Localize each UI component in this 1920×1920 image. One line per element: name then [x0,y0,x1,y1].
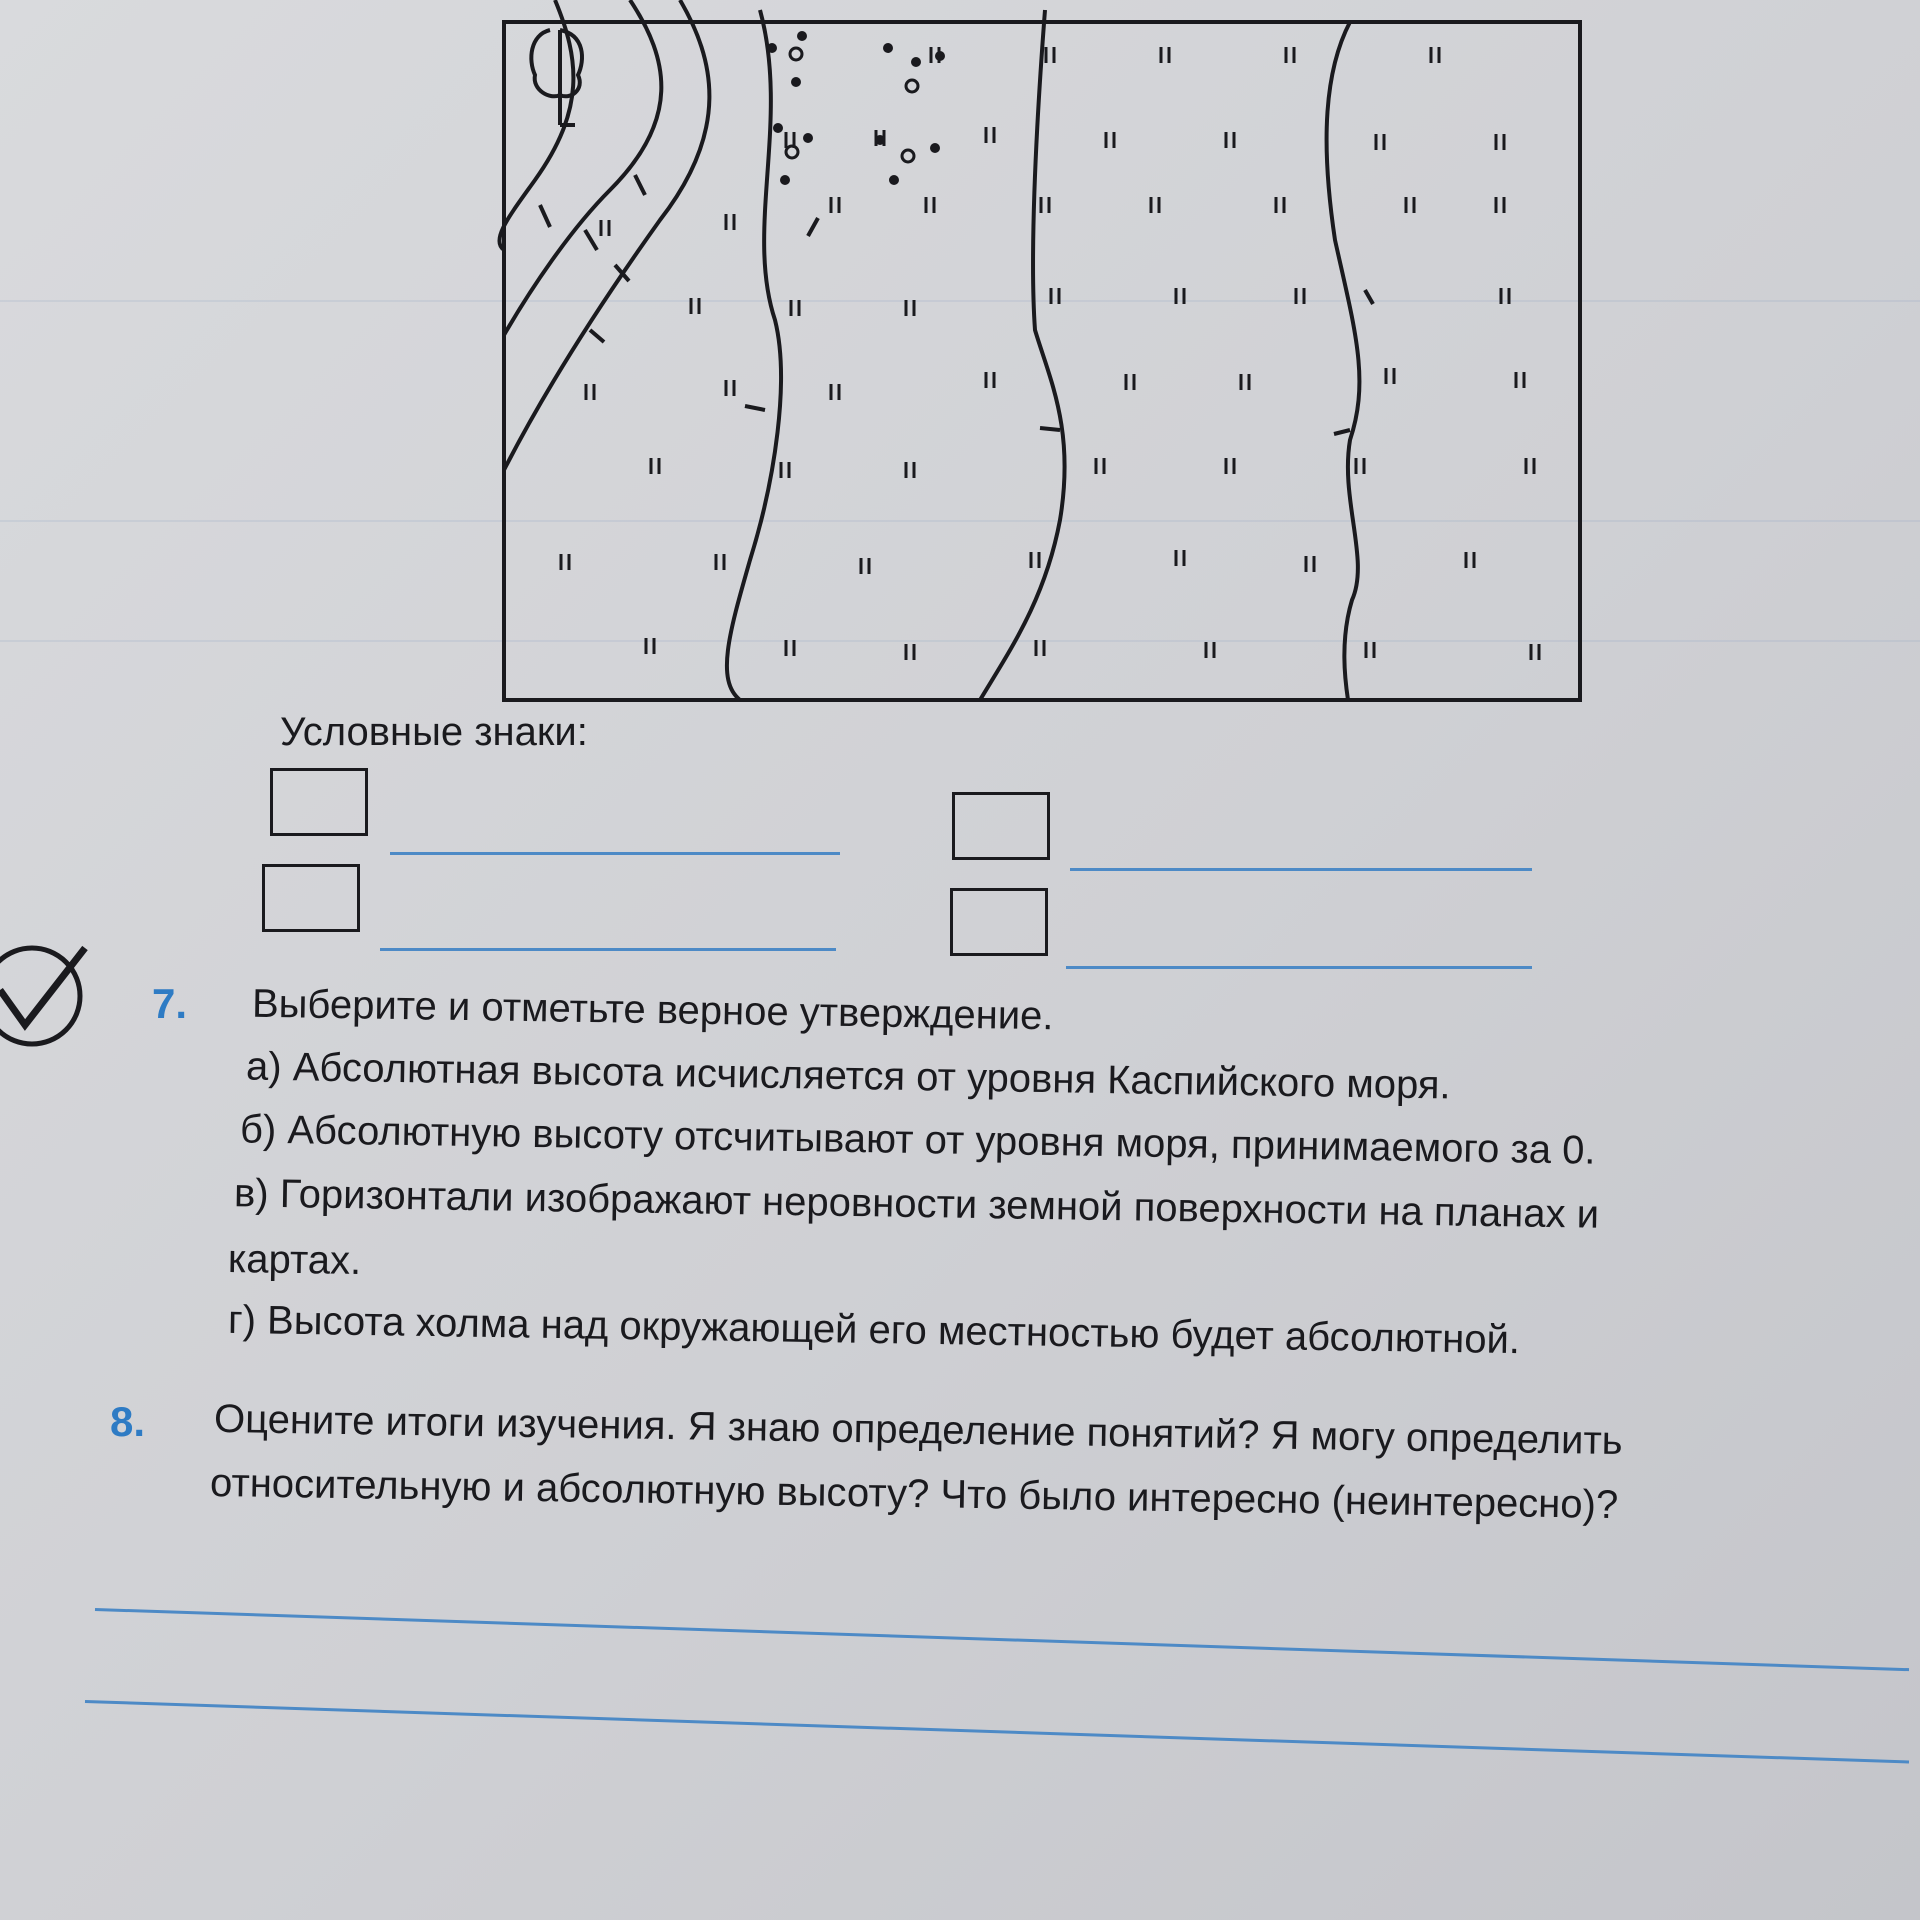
option-text: Абсолютную высоту отсчитывают от уровня моря, принимаемого за 0. [287,1108,1596,1173]
terrain-plan [490,0,1600,710]
legend-box-4[interactable] [950,888,1048,956]
legend-answer-line-4[interactable] [1066,966,1532,969]
option-text: Абсолютная высота исчисляется от уровня Каспийского моря. [292,1045,1451,1108]
meadow-symbols [561,47,1539,660]
task7-option-c-continued: картах. [227,1236,362,1284]
option-letter: а) [245,1044,282,1090]
checkmark-icon [0,930,100,1050]
option-letter: б) [239,1107,277,1152]
option-text: Горизонтали изображают неровности земной поверхности на планах и [279,1171,1600,1237]
legend-box-2[interactable] [952,792,1050,860]
option-letter: в) [233,1171,270,1216]
legend-box-1[interactable] [270,768,368,836]
legend-title: Условные знаки: [280,710,588,754]
answer-line-2[interactable] [85,1700,1909,1764]
option-text: Высота холма над окружающей его местностью будет абсолютной. [266,1298,1521,1363]
task7-option-d[interactable] [227,1297,1521,1363]
orchard-circles [786,48,918,162]
task7-number: 7. [152,980,188,1027]
legend-box-3[interactable] [262,864,360,932]
orchard-symbols [767,31,945,185]
task7-option-a[interactable] [245,1044,1451,1108]
legend-answer-line-1[interactable] [390,852,840,855]
option-letter: г) [227,1297,257,1343]
task7-option-b[interactable] [239,1107,1596,1173]
answer-line-1[interactable] [95,1608,1909,1671]
task7-option-c[interactable] [233,1171,1600,1237]
boundary-line-1 [727,10,781,700]
task8-line-1: Оцените итоги изучения. Я знаю определение понятий? Я могу определить [213,1396,1623,1464]
task8-number: 8. [110,1398,146,1445]
task7-question: Выберите и отметьте верное утверждение. [251,981,1054,1039]
boundary-line-3 [1327,22,1360,700]
legend-answer-line-2[interactable] [1070,868,1532,871]
task8-line-2: относительную и абсолютную высоту? Что было интересно (неинтересно)? [209,1460,1619,1528]
boundary-line-2 [980,10,1065,700]
legend-answer-line-3[interactable] [380,948,836,951]
plan-frame [504,22,1580,700]
